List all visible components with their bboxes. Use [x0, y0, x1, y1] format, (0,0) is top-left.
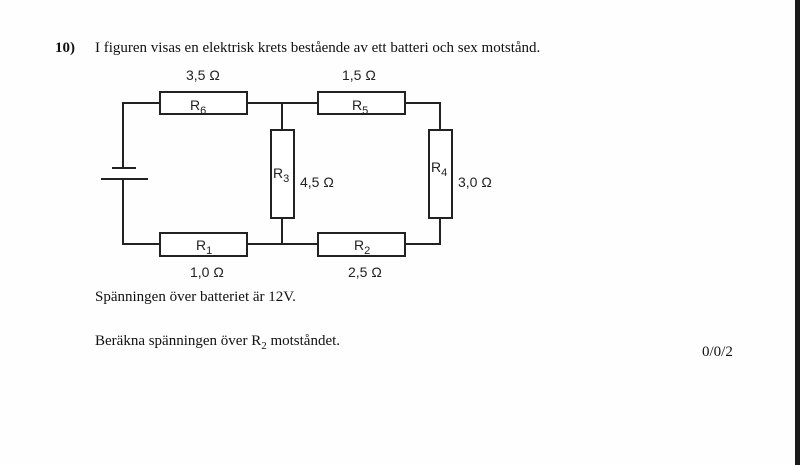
- resistor-value: 4,5 Ω: [300, 174, 334, 190]
- resistor-r1: [160, 233, 247, 280]
- task-prefix: Beräkna spänningen över R: [95, 333, 262, 349]
- points: 0/0/2: [702, 344, 733, 360]
- resistor-label: $R_6$: [190, 97, 207, 117]
- resistor-r2: [318, 233, 405, 280]
- resistor-r6: [160, 67, 247, 117]
- resistor-label: $R_4$: [431, 159, 448, 179]
- battery: [101, 168, 148, 179]
- task-suffix: motståndet.: [266, 333, 341, 349]
- question-intro: I figuren visas en elektrisk krets bestående av ett batteri och sex motstånd.: [95, 40, 541, 56]
- resistor-value: 3,5 Ω: [186, 67, 220, 83]
- resistor-r5: [318, 67, 405, 117]
- battery-voltage-text: Spänningen över batteriet är 12V.: [95, 289, 296, 305]
- resistor-value: 2,5 Ω: [348, 264, 382, 280]
- resistor-value: 1,5 Ω: [342, 67, 376, 83]
- resistor-label: $R_5$: [352, 97, 369, 117]
- task-text: [95, 333, 340, 352]
- resistor-label: $R_2$: [354, 237, 371, 257]
- resistor-label: $R_3$: [273, 165, 290, 185]
- resistor-value: 1,0 Ω: [190, 264, 224, 280]
- question-number: 10): [55, 40, 75, 56]
- resistor-label: $R_1$: [196, 237, 213, 257]
- resistor-r3: [271, 130, 334, 218]
- resistor-value: 3,0 Ω: [458, 174, 492, 190]
- resistor-r4: [429, 130, 492, 218]
- edge-strip: [795, 0, 800, 465]
- task-sub: 2: [261, 340, 267, 352]
